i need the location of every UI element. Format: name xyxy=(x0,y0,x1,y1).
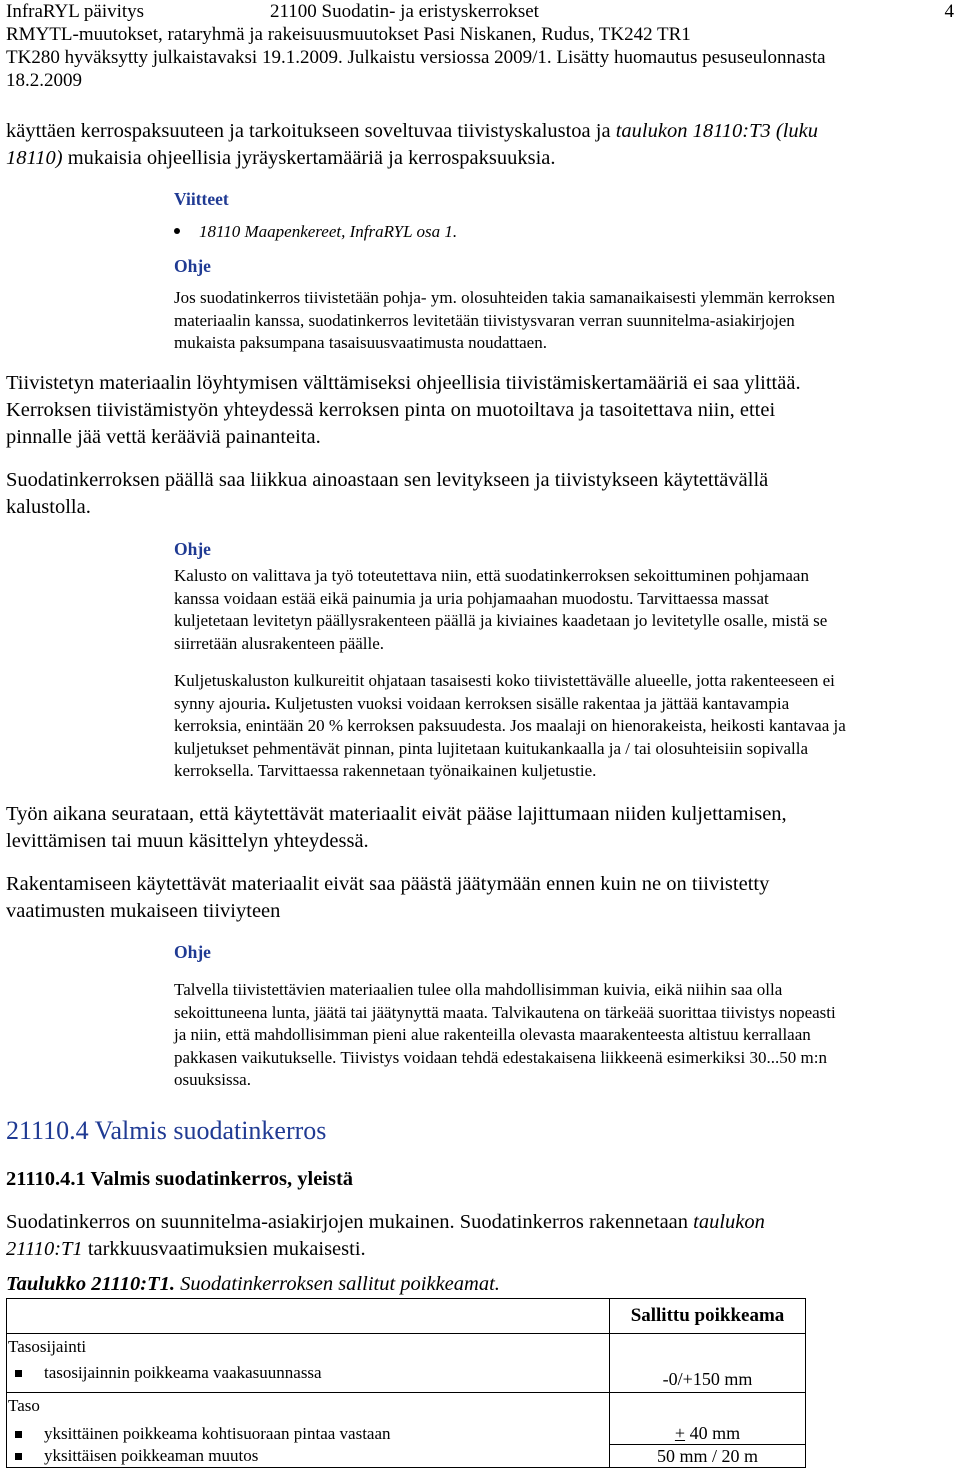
table-empty-header-cell xyxy=(7,1299,610,1334)
guide-line: Talvella tiivistettävien materiaalien tulee olla mahdollisimman kuivia, eikä niihin saa olla xyxy=(174,980,783,999)
body-text: tarkkuusvaatimuksien mukaisesti. xyxy=(82,1238,366,1260)
table-column-header: Sallittu poikkeama xyxy=(610,1299,806,1334)
header-date: 18.2.2009 xyxy=(6,70,82,91)
guide-title: Ohje xyxy=(174,942,211,962)
references-title: Viitteet xyxy=(174,189,229,209)
guide-paragraph xyxy=(174,670,846,783)
square-bullet-icon xyxy=(15,1453,22,1460)
guide-paragraph xyxy=(174,565,827,655)
square-bullet-icon xyxy=(15,1431,22,1438)
body-paragraph xyxy=(6,370,801,451)
table-group-label: Tasosijainti xyxy=(8,1337,87,1356)
guide-text-bold: . xyxy=(266,693,271,713)
guide-line: Kuljetuskaluston kulkureitit ohjataan tasaisesti koko tiivistettävälle alueelle, jotta rakenteeseen ei xyxy=(174,671,835,690)
guide-paragraph xyxy=(174,979,836,1092)
table-group-cell xyxy=(7,1334,610,1393)
body-line: levittämisen tai muun käsittelyn yhteydessä. xyxy=(6,830,369,852)
guide-line: mukaista paksumpana tasaisuusvaatimusta noudattaen. xyxy=(174,333,547,352)
reference-item xyxy=(174,221,457,244)
guide-line: siirretään alusrakenteen päälle. xyxy=(174,633,385,653)
body-line: pinnalle jää vettä kerääviä painanteita. xyxy=(6,426,321,448)
table-row-label xyxy=(7,1423,609,1445)
body-line: Rakentamiseen käytettävät materiaalit eivät saa päästä jäätymään ennen kuin ne on tiivistetty xyxy=(6,873,770,895)
intro-text-cont: mukaisia ohjeellisia jyräyskertamääriä ja kerrospaksuuksia. xyxy=(62,147,556,169)
table-row-text: tasosijainnin poikkeama vaakasuunnassa xyxy=(44,1363,322,1382)
table-row-text: yksittäinen poikkeama kohtisuoraan pintaa vastaan xyxy=(44,1424,391,1443)
table-value: 50 mm / 20 m xyxy=(610,1444,805,1467)
guide-line: kanssa voidaan estää eikä painumia ja uria pohjamaahan muodostu. Tarvittaessa massat xyxy=(174,588,769,608)
reference-item-text: 18110 Maapenkereet, InfraRYL osa 1. xyxy=(199,222,458,241)
table-caption xyxy=(6,1271,500,1298)
body-line: Työn aikana seurataan, että käytettävät materiaalit eivät pääse lajittumaan niiden kuljettamisen, xyxy=(6,803,787,825)
guide-text: synny ajouria xyxy=(174,693,267,713)
guide-line: sekoittuneena lunta, jäätä tai jäätynyttä maata. Talvikautena on tärkeää suorittaa tiivistys nopeasti xyxy=(174,1002,836,1022)
guide-line: kerroksia, enintään 20 % kerroksen paksuudesta. Jos maalaji on hienorakeista, heikosti kantavaa ja xyxy=(174,716,846,735)
intro-text: käyttäen kerrospaksuuteen ja tarkoitukseen soveltuvaa tiivistyskalustoa ja xyxy=(6,120,616,142)
table-caption-text: Suodatinkerroksen sallitut poikkeamat. xyxy=(174,1273,500,1295)
header-left-text: InfraRYL päivitys xyxy=(6,1,145,22)
body-line: Suodatinkerroksen päällä saa liikkua ainoastaan sen levitykseen ja tiivistykseen käytettävällä xyxy=(6,469,769,491)
body-line: Tiivistetyn materiaalin löyhtymisen välttämiseksi ohjeellisia tiivistämiskertamääriä ei saa ylittää. xyxy=(6,372,801,394)
table-row-text: yksittäisen poikkeaman muutos xyxy=(44,1446,259,1465)
guide-line: materiaalin kanssa, suodatinkerros levitetään tiivistysvaran verran suunnitelma-asiakirjojen xyxy=(174,310,795,330)
body-line: Kerroksen tiivistämistyön yhteydessä kerroksen pinta on muotoiltava ja tasoitettava niin, ettei xyxy=(6,399,776,421)
intro-paragraph xyxy=(6,118,956,172)
page-number: 4 xyxy=(944,1,954,22)
section-heading: 21110.4 Valmis suodatinkerros xyxy=(6,1116,327,1145)
body-line: vaatimusten mukaiseen tiiviyteen xyxy=(6,900,281,922)
guide-line: osuuksissa. xyxy=(174,1070,251,1089)
header-chapter-title: 21100 Suodatin- ja eristyskerrokset xyxy=(270,1,539,22)
guide-title: Ohje xyxy=(174,539,211,559)
body-paragraph xyxy=(6,1209,765,1263)
body-paragraph xyxy=(6,801,787,855)
tolerance-table xyxy=(6,1298,806,1468)
plus-minus-sign: + xyxy=(674,1423,686,1443)
table-value: -0/+150 mm xyxy=(662,1369,753,1389)
intro-table-ref: taulukon 18110:T3 (luku xyxy=(615,120,819,142)
intro-table-ref-cont: 18110) xyxy=(6,147,63,169)
guide-line: kerroksella. Tarvittaessa rakennetaan työnaikainen kuljetustie. xyxy=(174,761,597,780)
guide-paragraph xyxy=(174,287,835,355)
guide-line: ja niin, että mahdollisimman pieni alue rakenteilla olevasta maarakenteesta altistuu kerrallaan xyxy=(174,1025,811,1044)
table-row-label xyxy=(7,1445,609,1467)
body-text: Suodatinkerros on suunnitelma-asiakirjojen mukainen. Suodatinkerros rakennetaan xyxy=(6,1211,694,1233)
body-paragraph xyxy=(6,871,769,925)
table-row-label xyxy=(7,1360,609,1386)
guide-line: kuljetukset pehmentävät pinnan, pinta lujitetaan kuitukankaalla ja / tai olosuhteisiin sopivalla xyxy=(174,738,809,758)
square-bullet-icon xyxy=(15,1370,22,1377)
body-line: kalustolla. xyxy=(6,496,91,518)
guide-line: pakkasen vaikutukselle. Tiivistys voidaan tehdä edestakaisena liikkeenä esimerkiksi 30...50 m:n xyxy=(174,1047,827,1067)
table-group-cell xyxy=(7,1393,610,1468)
header-approval-note: TK280 hyväksytty julkaistavaksi 19.1.2009. Julkaistu versiossa 2009/1. Lisätty huomautus pesuseulonnasta xyxy=(6,47,826,68)
table-caption-number: Taulukko 21110:T1. xyxy=(6,1273,175,1295)
guide-line: kuljetetaan levitetyn päällysrakenteen päällä ja kiviaines kaadetaan jo levitetylle osalle, mistä se xyxy=(174,611,828,630)
header-change-note: RMYTL-muutokset, rataryhmä ja rakeisuusmuutokset Pasi Niskanen, Rudus, TK242 TR1 xyxy=(6,24,691,45)
table-value-cell xyxy=(610,1334,806,1393)
guide-text: Kuljetusten vuoksi voidaan kerroksen sisälle rakentaa ja jättää kantavampia xyxy=(270,693,790,713)
table-ref: 21110:T1 xyxy=(6,1238,83,1260)
table-group-label: Taso xyxy=(8,1396,40,1415)
guide-line: Jos suodatinkerros tiivistetään pohja- ym. olosuhteiden takia samanaikaisesti ylemmän kerroksen xyxy=(174,288,835,307)
table-value-cell xyxy=(610,1393,806,1468)
subsection-heading: 21110.4.1 Valmis suodatinkerros, yleistä xyxy=(6,1168,354,1190)
guide-title: Ohje xyxy=(174,256,211,276)
body-paragraph xyxy=(6,467,768,521)
table-value xyxy=(610,1422,805,1444)
table-ref: taulukon xyxy=(693,1211,765,1233)
guide-line xyxy=(174,693,846,716)
table-value-text: 40 mm xyxy=(685,1423,741,1443)
guide-line: Kalusto on valittava ja työ toteutettava niin, että suodatinkerroksen sekoittuminen pohjamaan xyxy=(174,566,809,585)
